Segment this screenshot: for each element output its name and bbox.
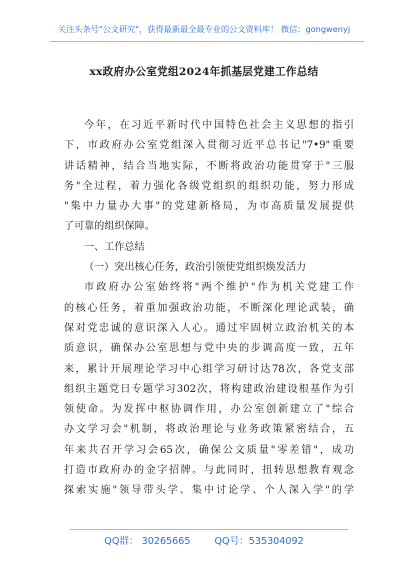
document-line: 年来共召开学习会65次，确保公文质量"零差错"，成功: [64, 444, 354, 456]
document-line: 质意识，确保办公室思想与党中央的步调高度一致，五年: [64, 343, 354, 355]
document-line: （一）突出核心任务，政治引领使党组织焕发活力: [84, 262, 307, 274]
footer-qq-group: QQ群： 30265665: [104, 536, 191, 547]
document-line: 一、工作总结: [84, 241, 145, 253]
document-line: 组织主题党日专题学习302次，将构建政治建设根基作为引: [64, 383, 354, 395]
document-line: 市政府办公室始终将"两个维护"作为机关党建工作: [84, 282, 354, 294]
header-promo-text: 关注头条号"公文研究"，获得最新最全最专业的公文资料库！ 微信：gongwenyj: [57, 24, 351, 34]
document-line: 下，市政府办公室党组深入贯彻习近平总书记"7•9"重要: [64, 140, 354, 152]
document-line: 保对党忠诚的意识深入人心。通过牢固树立政治机关的本: [64, 322, 354, 334]
footer-contact: [0, 533, 408, 547]
document-title: xx政府办公室党组2024年抓基层党建工作总结: [89, 66, 319, 78]
document-line: 打造市政府办的金字招牌。与此同时，扭转思想教育观念: [64, 465, 354, 477]
footer-qq-number: QQ号：535304092: [214, 536, 304, 547]
document-line: 了可靠的组织保障。: [64, 221, 155, 233]
footer-divider: [70, 529, 348, 530]
header-divider: [50, 41, 364, 42]
document-body: [64, 116, 354, 502]
document-line: 办文学习会"机制，将政治理论与业务政策紧密结合，五: [64, 424, 354, 436]
document-line: 来，累计开展理论学习中心组学习研讨达78次，各党支部: [64, 363, 354, 375]
document-line: "集中力量办大事"的党建新格局，为市高质量发展提供: [64, 201, 354, 213]
document-line: 探索实施"领导带头学、集中讨论学、个人深入学"的学: [64, 485, 354, 497]
document-line: 讲话精神，结合当地实际，不断将政治功能贯穿于"三服: [64, 160, 354, 172]
document-line: 今年，在习近平新时代中国特色社会主义思想的指引: [84, 120, 354, 131]
document-line: 的核心任务，着重加强政治功能，不断深化理论武装，确: [64, 302, 354, 314]
document-line: 领使命。为发挥中枢协调作用，办公室创新建立了"综合: [64, 404, 354, 416]
document-line: 务"全过程，着力强化各级党组织的组织功能，努力形成: [64, 180, 354, 192]
